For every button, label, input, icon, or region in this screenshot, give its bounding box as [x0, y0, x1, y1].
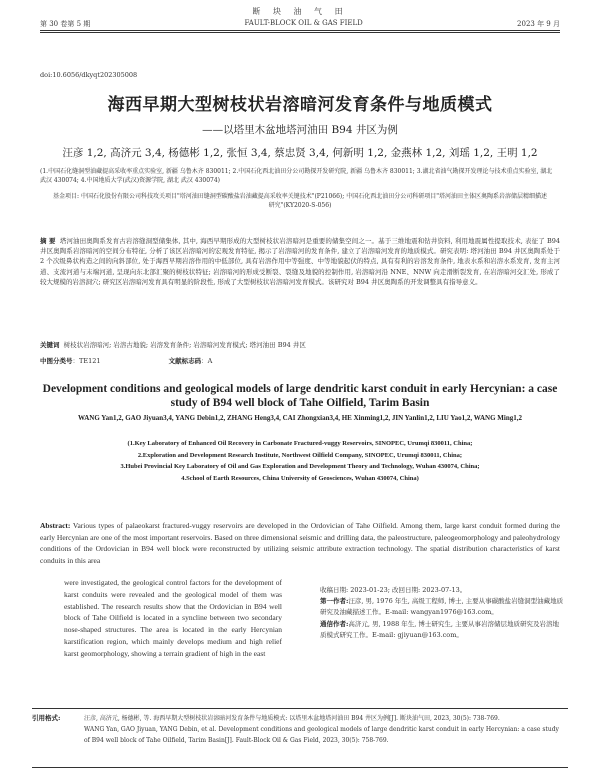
citation-en: WANG Yan, GAO Jiyuan, YANG Debin, et al. Development conditions and geological models of large dendritic karst conduit in early Hercynian: a case study of B94 well block of Tahe Oilfield, Tarim Basin[J]. Fault-Block Oil & Gas Field, 2023, 30(5): 758-769. [84, 726, 559, 744]
corresponding-label: 通信作者: [320, 619, 349, 628]
header-rule [40, 30, 560, 31]
doc-code-label: 文献标志码 [168, 357, 202, 365]
publication-date: 2023 年 9 月 [517, 20, 560, 28]
corresponding-text: 高济元, 男, 1988 年生, 博士研究生, 主要从事岩溶储层地质研究及岩溶地质模式研究工作。E-mail: gjiyuan@163.com。 [320, 619, 560, 639]
volume-issue: 第 30 卷第 5 期 [40, 20, 91, 28]
class-value: TE121 [79, 357, 101, 365]
first-author-text: 汪彦, 男, 1976 年生, 高级工程师, 博士, 主要从事碳酸盐岩缝洞型油藏地质研究及油藏描述工作。E-mail: wangyan1976@163.com。 [320, 597, 564, 617]
journal-name: 断 块 油 气 田 [252, 7, 348, 16]
received-date: 收稿日期: 2023-01-23; 改回日期: 2023-07-13。 [320, 586, 467, 594]
running-header [40, 19, 560, 29]
paper-subtitle-cn: ——以塔里木盆地塔河油田 B94 井区为例 [202, 124, 398, 136]
corresponding-author-note [320, 619, 564, 641]
affiliation-en-line: (1.Key Laboratory of Enhanced Oil Recovery in Carbonate Fractured-vuggy Reservoirs, SINOPEC, Urumqi 830011, China; [127, 440, 473, 447]
affiliation-en-line: 2.Exploration and Development Research Institute, Northwest Oilfield Company, SINOPEC, Urumqi 830011, China; [137, 451, 463, 459]
affiliations-cn: (1.中国石化缝洞型油藏提高采收率重点实验室, 新疆 乌鲁木齐 830011; 2.中国石化西北油田分公司勘探开发研究院, 新疆 乌鲁木齐 830011; 3.湖北省油气勘探开发理论与技术重点实验室, 湖北 武汉 430074; 4.中国地质大学(武汉)资源学院, 湖北 武汉 430074) [40, 168, 553, 184]
citation-label: 引用格式: [32, 714, 61, 722]
abstract-text-en: Various types of palaeokarst fractured-vuggy reservoirs are developed in the Ordovician of Tahe Oilfield. Among them, large karst conduit formed during the early Hercynian are one of the most important reservoirs. Based on three dimensional seismic and drilling data, the paleostructure, paleogeomorphology and paleohydrology conditions of the Ordovician in B94 well block were reconstructed by utilizing seismic attribute extraction technology. The spatial distribution characteristics of karst conduits in this area [40, 521, 560, 565]
abstract-en-continued: were investigated, the geological control factors for the development of karst conduits were revealed and the geological model of them was established. The research results show that the Ordovician in B94 well block of Tahe Oilfield is located in a syncline between two secondary nose-shaped structures. The area is located in the early Hercynian karstification region, which mainly develops medium and high relief karst geomorphology, showing a terrain gradient of high in the east [64, 578, 282, 658]
keywords-text-cn: 树枝状岩溶暗河; 岩溶古地貌; 岩溶发育条件; 岩溶暗河发育模式; 塔河油田 B94 井区 [63, 341, 306, 349]
affiliations-en [40, 438, 560, 484]
affiliation-en-line: 3.Hubei Provincial Key Laboratory of Oil and Gas Exploration and Development Theory and Technology, Wuhan 430074, China; [120, 463, 480, 471]
abstract-label-en: Abstract: [40, 521, 71, 530]
abstract-label-cn: 摘 要 [40, 237, 56, 245]
paper-title-en: Development conditions and geological models of large dendritic karst conduit in early Hercynian: a case study of B94 well block of Tahe Oilfield, Tarim Basin [42, 383, 558, 409]
citation-text [84, 713, 566, 746]
first-author-note [320, 596, 564, 618]
citation-footer [32, 708, 568, 768]
author-list-en: WANG Yan1,2, GAO Jiyuan3,4, YANG Debin1,2, ZHANG Heng3,4, CAI Zhongxian3,4, HE Xinming1,2, JIN Yanlin1,2, LIU Yao1,2, WANG Ming1,2 [78, 414, 522, 422]
doi[interactable]: doi:10.6056/dkyqt202305008 [40, 71, 138, 79]
keywords-label-cn: 关键词 [40, 341, 60, 349]
abstract-text-cn: 塔河油田奥陶系发育古岩溶缝洞型储集体, 其中, 海西早期形成的大型树枝状岩溶暗河是重要的储集空间之一。基于三维地震和钻井资料, 利用地震属性提取技术, 表征了 B94 井区奥陶系岩溶暗河的空间分布特征, 分析了该区岩溶暗河的宏观发育特征, 揭示了岩溶暗河的发育条件, 建立了岩溶暗河发育的地质模式。研究表明: 塔河油田 B94 井区奥陶系处于 2 个次级鼻状构造之间的向斜部位, 处于海西早期岩溶作用的中低部位, 具有岩溶作用中等强度、中等地貌起伏的特点, 具有有利的岩溶发育条件, 地表水系和岩溶水系发育, 发育主河道、支流河道与末端河道, 呈现向东北部汇聚的树枝状特征; 岩溶暗河的形成受断裂、裂缝及地貌的控制作用, 岩溶暗河沿 NNE、NNW 向走滑断裂发育, 在岩溶暗河交汇处, 形成了较大规模的岩溶洞穴; 研究区岩溶暗河发育具有明显的阶段性, 形成了大型树枝状岩溶暗河发育模式。该研究对 B94 井区奥陶系的开发调整具有指导意义。 [40, 237, 560, 286]
first-author-label: 第一作者: [320, 597, 349, 606]
affiliation-en-line: 4.School of Earth Resources, China University of Geosciences, Wuhan 430074, China) [181, 474, 419, 482]
class-label: 中图分类号 [40, 357, 73, 365]
author-list-cn: 汪彦 1,2, 高济元 3,4, 杨德彬 1,2, 张恒 3,4, 蔡忠贤 3,4, 何新明 1,2, 金燕林 1,2, 刘瑶 1,2, 王明 1,2 [62, 147, 538, 159]
header-rule-thin [40, 32, 560, 33]
classification-row: 中图分类号：TE121 文献标志码：A [40, 357, 213, 365]
abstract-en [40, 520, 560, 566]
abstract-cn [40, 236, 560, 287]
citation-cn: 汪彦, 高济元, 杨德彬, 等. 海西早期大型树枝状岩溶暗河发育条件与地质模式: 以塔里木盆地塔河油田 B94 井区为例[J]. 断块油气田, 2023, 30(5): 738-769. [84, 715, 500, 722]
doc-code-value: A [207, 357, 213, 365]
article-metadata [320, 585, 564, 641]
funding-note: 基金项目: 中国石化股份有限公司科技攻关项目"塔河油田缝洞型碳酸盐岩油藏提高采收率关键技术"(P21066); 中国石化西北油田分公司科研项目"塔河油田主体区奥陶系岩溶储层精细描述研究"(KY2020-S-056) [53, 193, 547, 209]
keywords-cn [40, 340, 560, 349]
journal-name-en: FAULT-BLOCK OIL & GAS FIELD [244, 19, 363, 27]
paper-title-cn: 海西早期大型树枝状岩溶暗河发育条件与地质模式 [107, 95, 493, 115]
